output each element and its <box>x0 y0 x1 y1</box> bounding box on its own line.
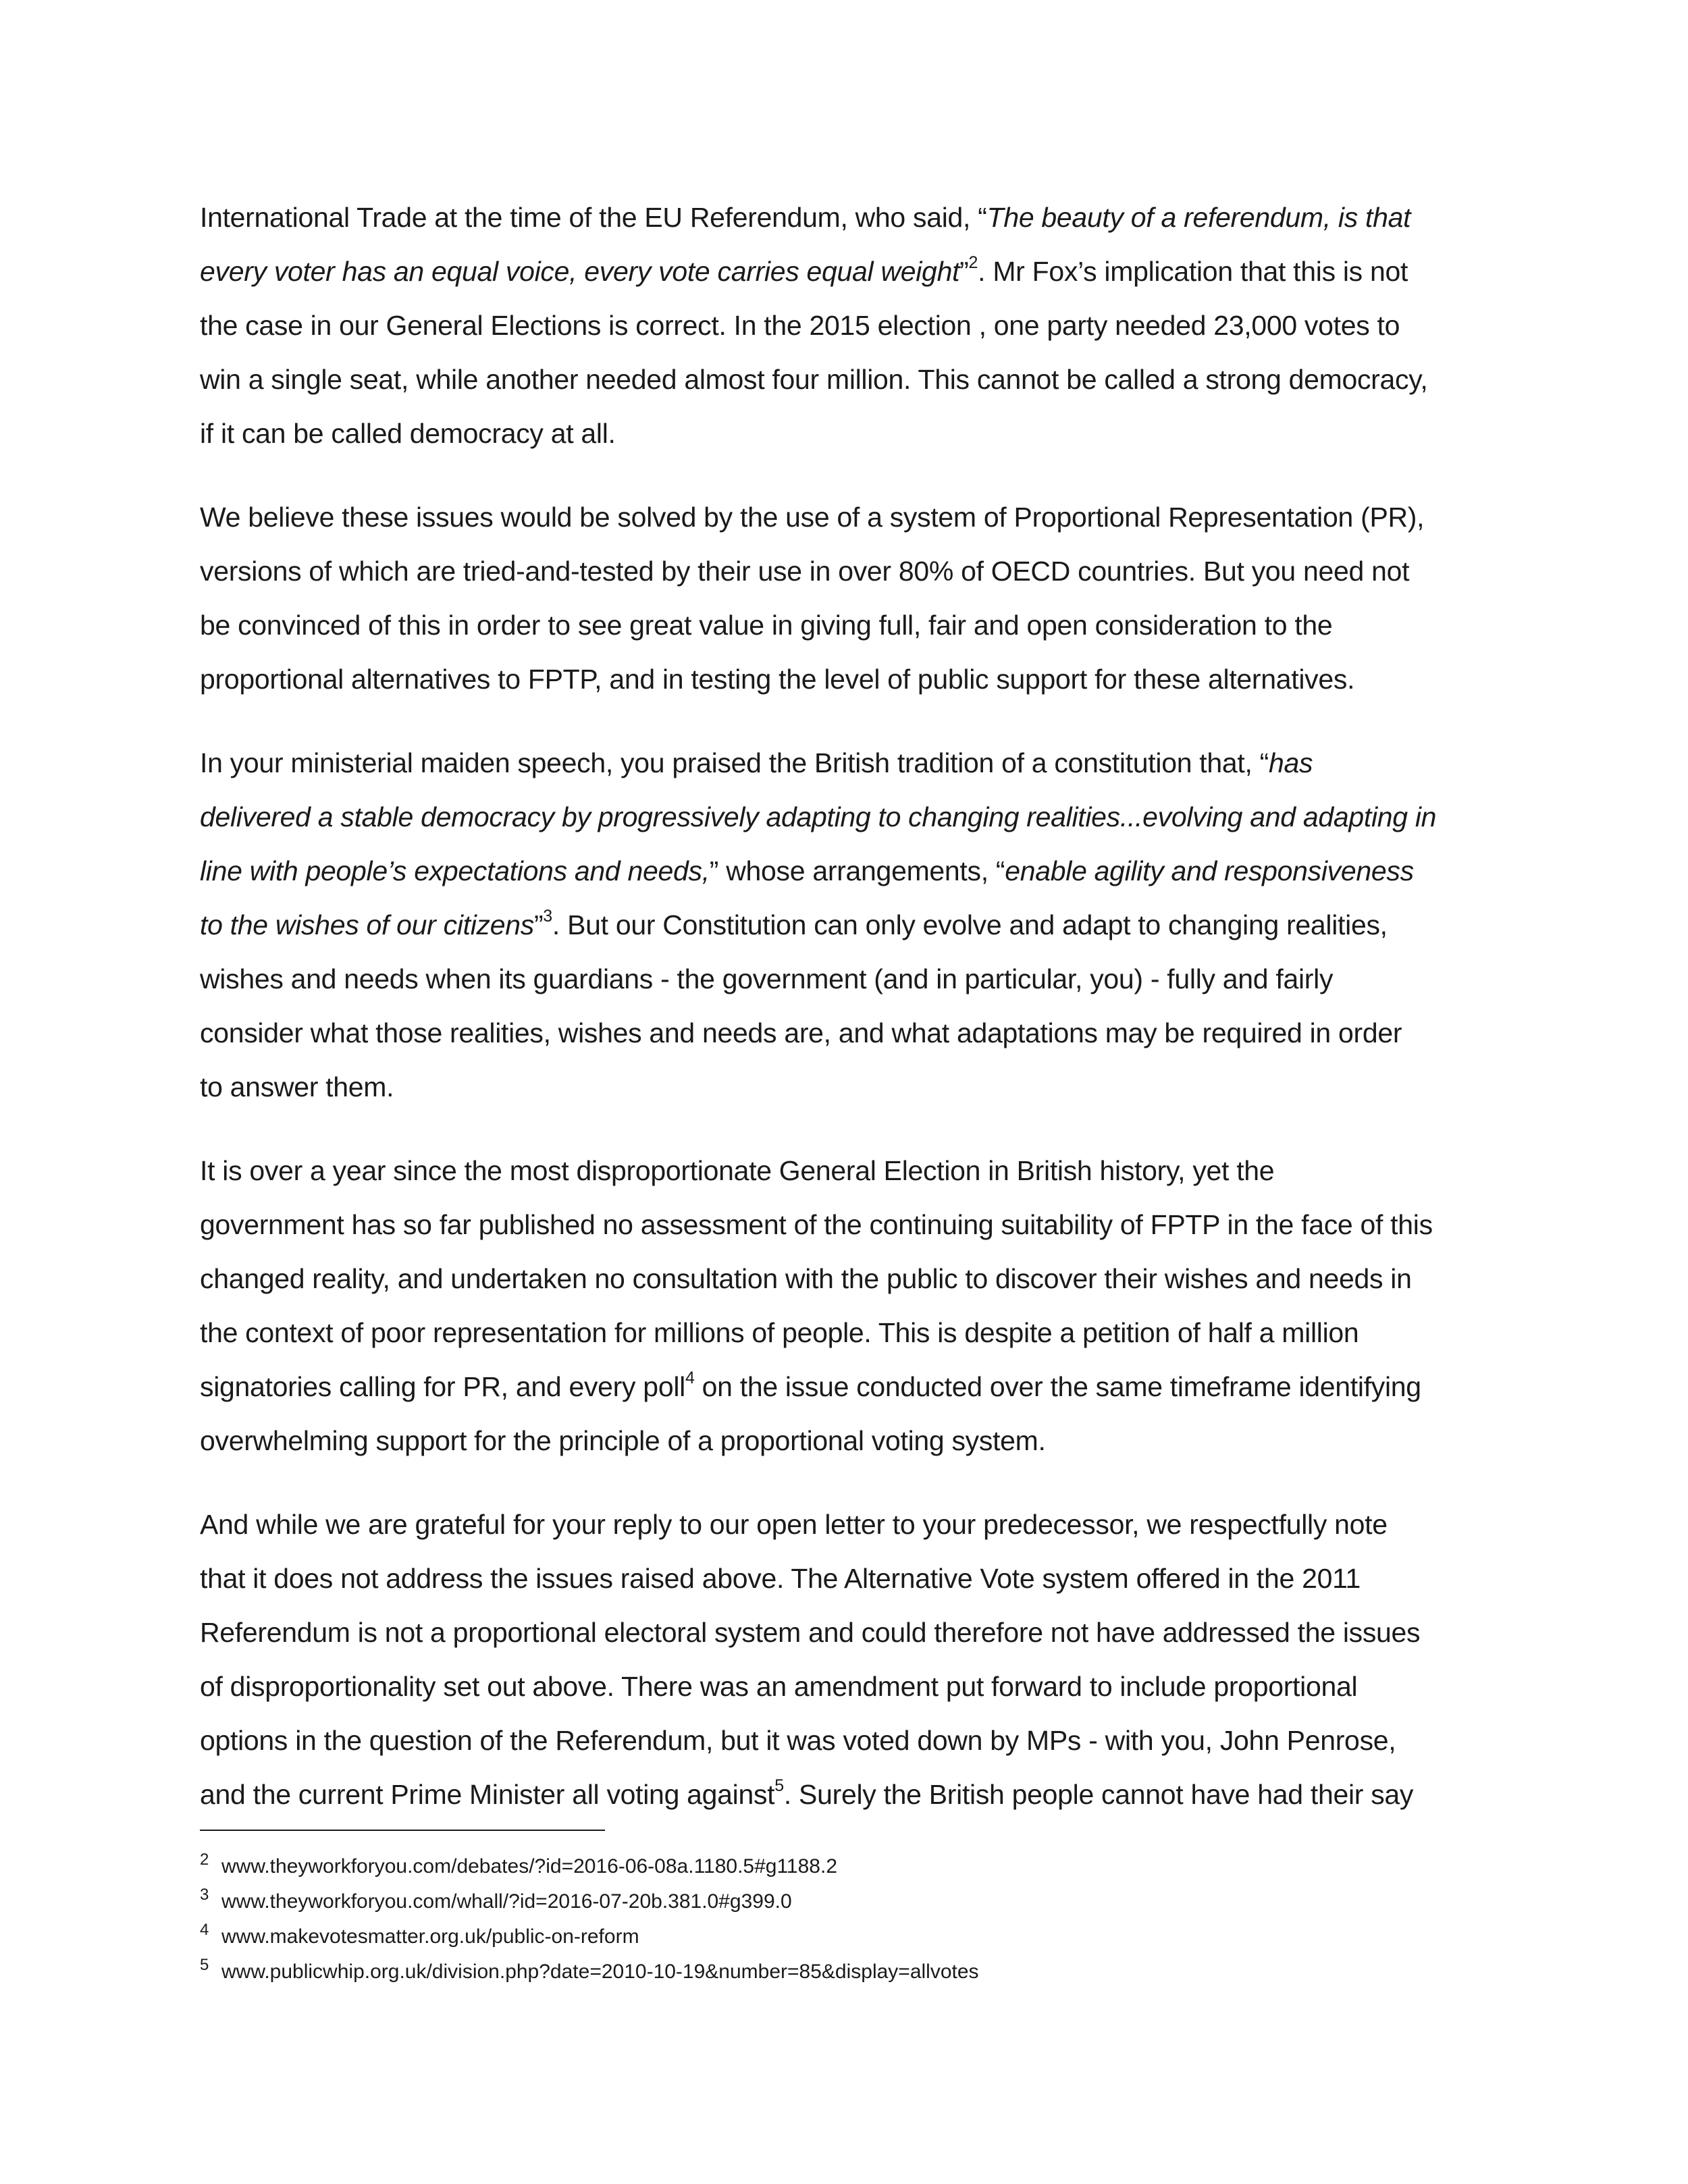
footnote-url: www.theyworkforyou.com/debates/?id=2016-06-08a.1180.5#g1188.2 <box>221 1855 837 1877</box>
quoted-text: every voter has an equal voice, every vote carries equal weight <box>200 256 960 287</box>
text-line <box>200 1198 1489 1252</box>
text-line <box>200 1497 1489 1551</box>
text-run: In your ministerial maiden speech, you praised the British tradition of a constitution that, “ <box>200 747 1269 778</box>
text-line <box>200 790 1489 844</box>
quoted-text: enable agility and responsiveness <box>1005 855 1414 886</box>
text-line <box>200 1605 1489 1659</box>
text-line <box>200 598 1489 652</box>
footnote-item <box>200 1955 1415 1990</box>
footnote-reference: 2 <box>968 253 978 273</box>
text-run: consider what those realities, wishes and needs are, and what adaptations may be required in order <box>200 1017 1402 1048</box>
text-run: to answer them. <box>200 1071 394 1102</box>
footnote-item <box>200 1920 1415 1955</box>
text-run: . Mr Fox’s implication that this is not <box>978 256 1408 287</box>
text-run: options in the question of the Referendum, but it was voted down by MPs - with you, John Penrose, <box>200 1725 1396 1756</box>
text-run: the case in our General Elections is correct. In the 2015 election , one party needed 23,000 votes to <box>200 310 1400 341</box>
text-line <box>200 844 1489 898</box>
text-run: . But our Constitution can only evolve and adapt to changing realities, <box>552 909 1388 940</box>
text-run: changed reality, and undertaken no consultation with the public to discover their wishes and needs in <box>200 1263 1412 1294</box>
quoted-text: to the wishes of our citizens <box>200 909 534 940</box>
footnote-number: 2 <box>200 1850 209 1869</box>
footnote-item <box>200 1885 1415 1920</box>
text-run: overwhelming support for the principle of a proportional voting system. <box>200 1425 1046 1456</box>
footnote-number: 4 <box>200 1921 209 1939</box>
text-run: the context of poor representation for millions of people. This is despite a petition of half a million <box>200 1317 1359 1348</box>
text-line <box>200 652 1489 706</box>
text-run: on the issue conducted over the same timeframe identifying <box>694 1371 1421 1402</box>
quoted-text: The beauty of a referendum, is that <box>986 202 1411 233</box>
text-line <box>200 190 1489 244</box>
text-line <box>200 898 1489 952</box>
text-line <box>200 1713 1489 1767</box>
text-line <box>200 1767 1489 1821</box>
text-run: win a single seat, while another needed almost four million. This cannot be called a strong democracy, <box>200 364 1428 395</box>
text-run: of disproportionality set out above. There was an amendment put forward to include proportional <box>200 1671 1358 1702</box>
quoted-text: line with people’s expectations and needs, <box>200 855 710 886</box>
text-line <box>200 736 1489 790</box>
text-line <box>200 1306 1489 1360</box>
quoted-text: delivered a stable democracy by progressively adapting to changing realities...evolving and adapting in <box>200 801 1437 832</box>
text-run: government has so far published no assessment of the continuing suitability of FPTP in the face of this <box>200 1209 1433 1240</box>
text-line <box>200 1360 1489 1414</box>
footnote-item <box>200 1850 1415 1885</box>
text-line <box>200 1414 1489 1468</box>
footnote-number: 3 <box>200 1886 209 1904</box>
text-run: ” whose arrangements, “ <box>709 855 1005 886</box>
footnote-reference: 5 <box>774 1776 784 1796</box>
paragraph-p1 <box>200 190 1489 460</box>
text-line <box>200 1551 1489 1605</box>
text-line <box>200 1006 1489 1060</box>
footnote-separator <box>200 1830 605 1831</box>
paragraph-p2 <box>200 490 1489 706</box>
footnote-url: www.theyworkforyou.com/whall/?id=2016-07-20b.381.0#g399.0 <box>221 1890 792 1913</box>
text-run: be convinced of this in order to see great value in giving full, fair and open consideration to the <box>200 610 1333 641</box>
text-run: International Trade at the time of the EU Referendum, who said, “ <box>200 202 987 233</box>
text-run: And while we are grateful for your reply to our open letter to your predecessor, we respectfully note <box>200 1509 1388 1540</box>
footnote-reference: 4 <box>685 1368 695 1388</box>
paragraph-p3 <box>200 736 1489 1114</box>
text-line <box>200 544 1489 598</box>
text-run: Referendum is not a proportional electoral system and could therefore not have addressed the issues <box>200 1617 1421 1648</box>
text-run: proportional alternatives to FPTP, and in testing the level of public support for these alternatives. <box>200 664 1355 695</box>
text-run: wishes and needs when its guardians - the government (and in particular, you) - fully and fairly <box>200 963 1334 994</box>
text-run: versions of which are tried-and-tested by their use in over 80% of OECD countries. But you need not <box>200 556 1410 587</box>
text-line <box>200 1144 1489 1198</box>
text-run: It is over a year since the most disproportionate General Election in British history, yet the <box>200 1155 1275 1186</box>
text-run: We believe these issues would be solved by the use of a system of Proportional Representation (PR), <box>200 502 1425 533</box>
text-run: if it can be called democracy at all. <box>200 418 616 449</box>
text-line <box>200 352 1489 406</box>
letter-body <box>200 190 1489 1821</box>
text-line <box>200 952 1489 1006</box>
text-line <box>200 298 1489 352</box>
text-line <box>200 1659 1489 1713</box>
text-line <box>200 1252 1489 1306</box>
paragraph-p4 <box>200 1144 1489 1468</box>
text-run: . Surely the British people cannot have had their say <box>783 1779 1414 1810</box>
footnote-url: www.makevotesmatter.org.uk/public-on-reform <box>221 1925 639 1948</box>
footnote-url: www.publicwhip.org.uk/division.php?date=2010-10-19&number=85&display=allvotes <box>221 1961 979 1983</box>
footnote-number: 5 <box>200 1956 209 1974</box>
text-line <box>200 490 1489 544</box>
text-run: signatories calling for PR, and every poll <box>200 1371 685 1402</box>
text-run: ” <box>533 909 544 940</box>
quoted-text: has <box>1269 747 1313 778</box>
footnote-reference: 3 <box>543 907 552 926</box>
text-run: that it does not address the issues raised above. The Alternative Vote system offered in the 2011 <box>200 1563 1361 1594</box>
text-line <box>200 1060 1489 1114</box>
text-run: ” <box>959 256 969 287</box>
footnotes-section <box>200 1850 1415 1990</box>
text-run: and the current Prime Minister all voting against <box>200 1779 775 1810</box>
text-line <box>200 406 1489 460</box>
text-line <box>200 244 1489 298</box>
paragraph-p5 <box>200 1497 1489 1821</box>
